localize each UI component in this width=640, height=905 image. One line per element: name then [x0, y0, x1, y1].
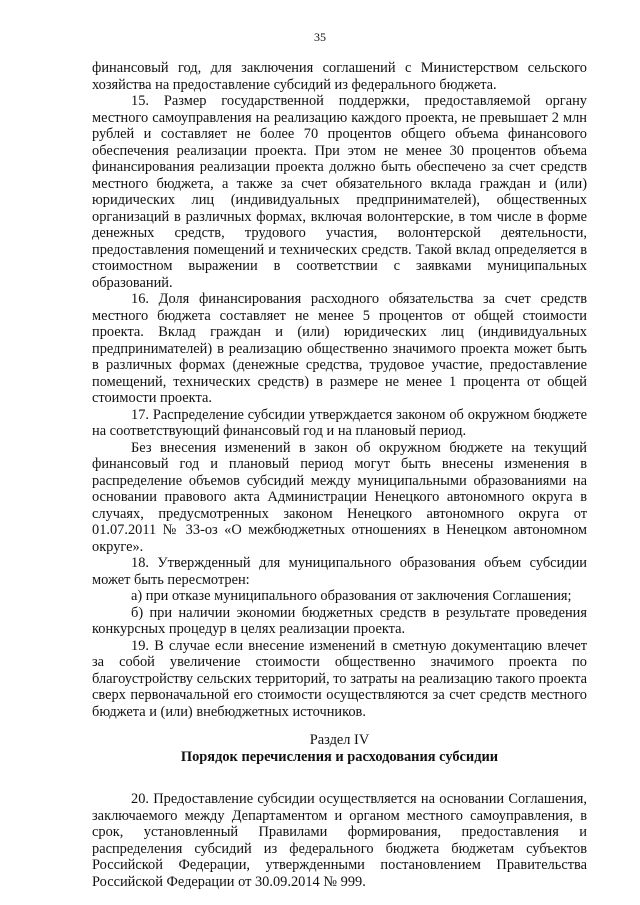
section-title: Порядок перечисления и расходования субсидии: [180, 748, 499, 765]
paragraph-19: 19. В случае если внесение изменений в сметную документацию влечет за собой увеличение стоимости общественно значимого проекта по благоустройству сельских территорий, то затраты на реализацию такого проекта сверх первоначальной его стоимости осуществляются за счет средств местного бюджета и (или) внебюджетных источников.: [92, 637, 587, 720]
document-body: [92, 60, 587, 890]
section-label: Раздел IV: [309, 732, 370, 748]
paragraph-17-continued: Без внесения изменений в закон об окружном бюджете на текущий финансовый год и плановый период могут быть внесены изменения в распределение объемов субсидий между муниципальными образованиями на основании правового акта Администрации Ненецкого автономного округа в случаях, предусмотренных законом Ненецкого автономного округа от 01.07.2011 № 33-оз «О межбюджетных отношениях в Ненецком автономном округе».: [92, 439, 587, 555]
paragraph-18-item-a: а) при отказе муниципального образования от заключения Соглашения;: [131, 588, 572, 604]
section-spacer: [92, 720, 587, 732]
page-number: 35: [314, 30, 326, 44]
paragraph-17: 17. Распределение субсидии утверждается законом об окружном бюджете на соответствующий финансовый год и на плановый период.: [92, 406, 587, 439]
paragraph-18-item-b: б) при наличии экономии бюджетных средств в результате проведения конкурсных процедур в целях реализации проекта.: [92, 604, 587, 637]
paragraph-15: 15. Размер государственной поддержки, предоставляемой органу местного самоуправления на реализацию каждого проекта, не превышает 2 млн рублей и составляет не более 70 процентов общего объема финансового обеспечения реализации проекта. При этом не менее 30 процентов объема финансирования реализации проекта должно быть обеспечено за счет средств местного бюджета, а также за счет обязательного вклада граждан и (или) юридических лиц (индивидуальных предпринимателей), общественных организаций в различных формах, включая волонтерские, в том числе в форме денежных средств, трудового участия, волонтерской деятельности, предоставления помещений и технических средств. Такой вклад определяется в стоимостном выражении в соответствии с заявками муниципальных образований.: [92, 93, 587, 291]
section-title-spacer: [92, 765, 587, 791]
paragraph-18: 18. Утвержденный для муниципального образования объем субсидии может быть пересмотрен:: [92, 555, 587, 588]
paragraph-continuation: финансовый год, для заключения соглашений с Министерством сельского хозяйства на предоставление субсидий из федерального бюджета.: [92, 60, 587, 93]
paragraph-20: 20. Предоставление субсидии осуществляется на основании Соглашения, заключаемого между Департаментом и органом местного самоуправления, в срок, установленный Правилами формирования, предоставления и распределения субсидий из федерального бюджета бюджетам субъектов Российской Федерации, утвержденными постановлением Правительства Российской Федерации от 30.09.2014 № 999.: [92, 791, 587, 890]
paragraph-16: 16. Доля финансирования расходного обязательства за счет средств местного бюджета составляет не менее 5 процентов от общей стоимости проекта. Вклад граждан и (или) юридических лиц (индивидуальных предпринимателей) в реализацию общественно значимого проекта может быть в различных формах (денежные средства, трудовое участие, предоставление помещений, технических средств) в размере не менее 1 процента от общей стоимости проекта.: [92, 291, 587, 406]
